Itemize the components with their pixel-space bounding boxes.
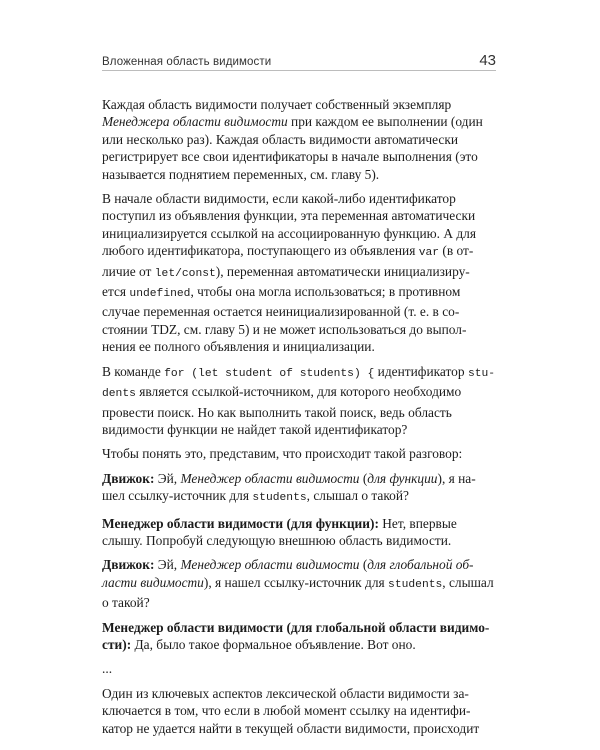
running-title: Вложенная область видимости xyxy=(102,56,272,68)
header-divider xyxy=(102,70,496,71)
paragraph-for-loop: В команде for (let student of students) { идентификатор stu- dents является ссылкой-источником, для которого необходимо провести поиск. Но как выполнить такой поиск, ведь область видимости функции не найдет такой идентификатор? xyxy=(102,363,496,437)
speaker-function-scope-manager: Менеджер области видимости (для функции): xyxy=(102,515,379,531)
dialogue-function-scope-manager: Менеджер области видимости (для функции): Нет, впервые слышу. Попробуй следующую внешнюю область видимости. xyxy=(102,515,457,548)
code-for-statement: for (let student of students) { xyxy=(164,367,375,380)
speaker-engine: Движок: xyxy=(102,470,155,486)
page-body xyxy=(102,96,496,744)
code-students: students xyxy=(252,492,307,505)
dialogue-engine-1: Движок: Эй, Менеджер области видимости (для функции), я на- шел ссылку-источник для students, слышал о такой? xyxy=(102,470,476,505)
speaker-engine: Движок: xyxy=(102,557,155,573)
code-students-part1: stu- xyxy=(467,367,496,380)
code-undefined: undefined xyxy=(129,288,191,301)
ellipsis: ... xyxy=(102,661,113,677)
code-var: var xyxy=(418,247,440,260)
speaker-global-scope-manager: Менеджер области видимости (для глобальной области видимо- xyxy=(102,619,490,635)
paragraph-lexical-scope: Один из ключевых аспектов лексической области видимости за- ключается в том, что если в любой момент ссылку на идентифи- катор не удается найти в текущей области видимости, происходит xyxy=(102,685,480,736)
code-let-const: let/const xyxy=(154,267,216,280)
term-scope-manager: Менеджера области видимости xyxy=(102,114,288,130)
code-students: students xyxy=(388,578,443,591)
running-header xyxy=(102,52,496,69)
paragraph-scope-manager: Каждая область видимости получает собственный экземпляр Менеджера области видимости при каждом ее выполнении (один или несколько раз). Каждая область видимости автоматически регистрирует все свои идентификаторы в начале выполнения (это называется поднятием переменных, см. главу 5). xyxy=(102,97,483,182)
paragraph-conversation-intro: Чтобы понять это, представим, что происходит такой разговор: xyxy=(102,446,463,462)
code-students-part2: dents xyxy=(102,388,136,401)
page-number: 43 xyxy=(479,52,496,69)
dialogue-global-scope-manager: Менеджер области видимости (для глобальной области видимо- сти): Да, было такое формальное объявление. Вот оно. xyxy=(102,619,490,652)
paragraph-initialization: В начале области видимости, если какой-либо идентификатор поступил из объявления функции, эта переменная автоматически инициализируется ссылкой на ассоциированную функцию. А для любого идентификатора, поступающего из объявления var (в от- личие от let/const), переменная автоматически инициализиру- ется undefined, чтобы она могла использоваться; в противном случае переменная остается неинициализированной (т. е. в со- стоянии TDZ, см. главу 5) и не может использоваться до выпол- нения ее полного объявления и инициализации. xyxy=(102,191,476,355)
dialogue-engine-2: Движок: Эй, Менеджер области видимости (для глобальной об- ласти видимости), я нашел ссылку-источник для students, слышал о такой? xyxy=(102,557,494,611)
